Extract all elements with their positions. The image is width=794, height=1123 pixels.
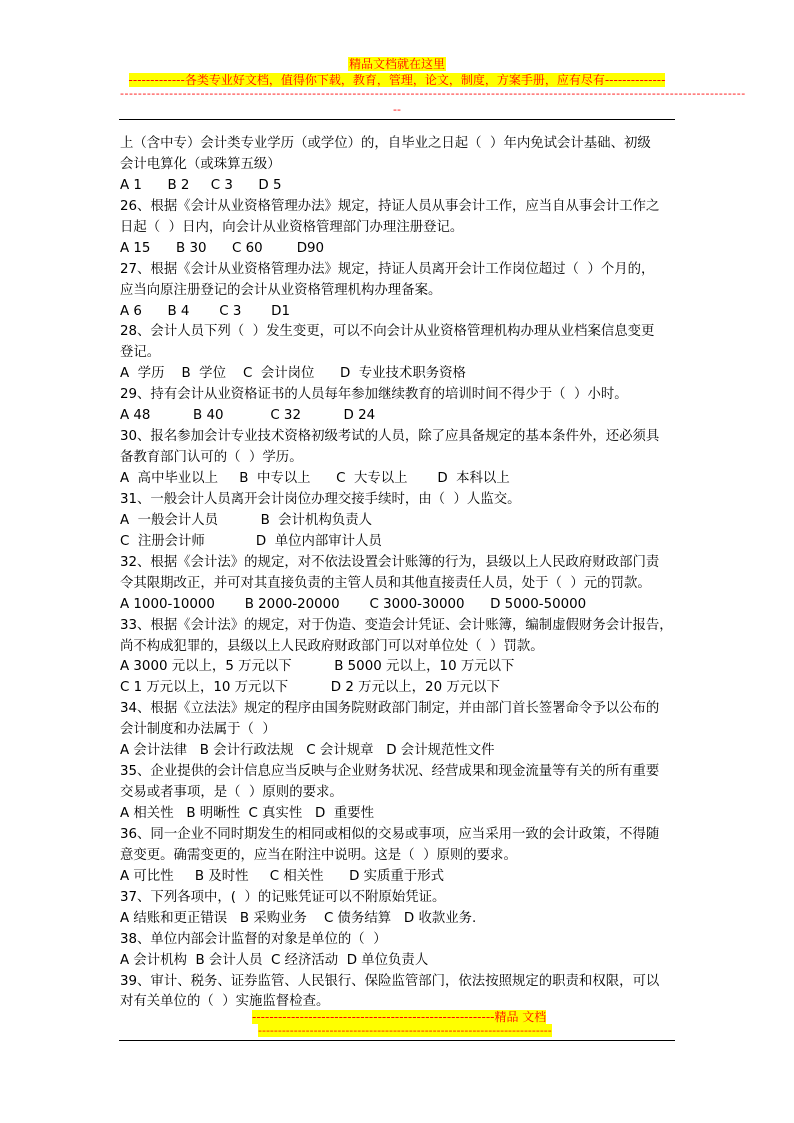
text-line: 意变更。确需变更的，应当在附注中说明。这是（ ）原则的要求。: [120, 847, 517, 863]
text-line: 日起（ ）日内，向会计从业资格管理部门办理注册登记。: [120, 219, 464, 235]
header-subtitle-text: -------------各类专业好文档，值得你下载，教育，管理，论文，制度，方案手册，应有尽有--------------: [128, 73, 666, 87]
text-line: 27、根据《会计从业资格管理办法》规定，持证人员离开会计工作岗位超过（ ）个月的，: [120, 261, 655, 277]
text-line: A 15 B 30 C 60 D90: [120, 240, 325, 256]
text-line: A 1000-10000 B 2000-20000 C 3000-30000 D 5000-50000: [120, 596, 587, 612]
text-line: 37、下列各项中，( ）的记账凭证可以不附原始凭证。: [120, 889, 446, 905]
text-line: 31、一般会计人员离开会计岗位办理交接手续时，由（ ）人监交。: [120, 491, 521, 507]
text-line: 36、同一企业不同时期发生的相同或相似的交易或事项，应当采用一致的会计政策，不得随: [120, 826, 660, 842]
text-line: 对有关单位的（ ）实施监督检查。: [120, 994, 330, 1010]
text-line: A 相关性 B 明晰性 C 真实性 D 重要性: [120, 806, 375, 821]
header-dash-tail: --: [393, 103, 401, 116]
text-line: 登记。: [120, 345, 161, 361]
text-line: 34、根据《立法法》规定的程序由国务院财政部门制定，并由部门首长签署命令予以公布的: [120, 701, 660, 717]
text-line: A 学历 B 学位 C 会计岗位 D 专业技术职务资格: [120, 366, 466, 382]
text-line: A 6 B 4 C 3 D1: [120, 303, 290, 319]
header-divider: [119, 119, 675, 120]
text-line: C 1 万元以上，10 万元以下 D 2 万元以上，20 万元以下: [120, 680, 500, 696]
text-line: 交易或者事项，是（ ）原则的要求。: [120, 785, 343, 801]
header-title-text: 精品文档就在这里: [348, 57, 445, 71]
footer-label: [252, 1010, 547, 1024]
text-line: 32、根据《会计法》的规定，对不依法设置会计账簿的行为，县级以上人民政府财政部门责: [120, 554, 660, 570]
text-line: 39、审计、税务、证券监管、人民银行、保险监管部门，依法按照规定的职责和权限，可以: [120, 973, 660, 989]
text-line: A 48 B 40 C 32 D 24: [120, 408, 376, 424]
text-line: A 会计机构 B 会计人员 C 经济活动 D 单位负责人: [120, 952, 429, 968]
text-line: 令其限期改正，并可对其直接负责的主管人员和其他直接责任人员，处于（ ）元的罚款。: [120, 575, 651, 591]
footer-divider: [119, 1040, 675, 1041]
document-body: [120, 134, 678, 1013]
text-line: 上（含中专）会计类专业学历（或学位）的，自毕业之日起（ ）年内免试会计基础、初级: [120, 136, 651, 151]
text-line: 28、会计人员下列（ ）发生变更，可以不向会计从业资格管理机构办理从业档案信息变更: [120, 324, 655, 340]
header-dash-line: --------------------------------------------------------------------------------------------------------------------------------------------: [120, 87, 746, 100]
text-line: 应当向原注册登记的会计从业资格管理机构办理备案。: [120, 282, 442, 298]
text-line: A 3000 元以上，5 万元以下 B 5000 元以上，10 万元以下: [120, 659, 515, 675]
footer-label-text: --------------------------------------------------------精品 文档: [252, 1010, 547, 1024]
text-line: A 会计法律 B 会计行政法规 C 会计规章 D 会计规范性文件: [120, 743, 495, 759]
text-line: 备教育部门认可的（ ）学历。: [120, 450, 303, 466]
text-line: 29、持有会计从业资格证书的人员每年参加继续教育的培训时间不得少于（ ）小时。: [120, 387, 628, 403]
text-line: 33、根据《会计法》的规定，对于伪造、变造会计凭证、会计账簿，编制虚假财务会计报告，: [120, 617, 673, 633]
text-line: A 1 B 2 C 3 D 5: [120, 177, 282, 193]
text-line: 会计电算化（或珠算五级）: [120, 156, 281, 172]
text-line: A 结账和更正错误 B 采购业务 C 债务结算 D 收款业务.: [120, 910, 477, 926]
text-line: A 高中毕业以上 B 中专以上 C 大专以上 D 本科以上: [120, 471, 510, 486]
header-title: [0, 57, 794, 71]
text-line: 26、根据《会计从业资格管理办法》规定，持证人员从事会计工作，应当自从事会计工作之: [120, 198, 660, 214]
text-line: A 一般会计人员 B 会计机构负责人: [120, 512, 373, 528]
text-line: 尚不构成犯罪的，县级以上人民政府财政部门可以对单位处（ ）罚款。: [120, 638, 544, 654]
text-line: 会计制度和办法属于（ ）: [120, 722, 276, 738]
text-line: 38、单位内部会计监督的对象是单位的（ ）: [120, 931, 387, 947]
footer-dash-text: --------------------------------------------------------------------------: [258, 1024, 552, 1037]
footer-dash-line: [258, 1024, 552, 1037]
text-line: 35、企业提供的会计信息应当反映与企业财务状况、经营成果和现金流量等有关的所有重要: [120, 764, 660, 780]
text-line: C 注册会计师 D 单位内部审计人员: [120, 533, 382, 549]
text-line: A 可比性 B 及时性 C 相关性 D 实质重于形式: [120, 868, 444, 884]
header-subtitle: [0, 73, 794, 87]
text-line: 30、报名参加会计专业技术资格初级考试的人员，除了应具备规定的基本条件外，还必须具: [120, 429, 660, 445]
